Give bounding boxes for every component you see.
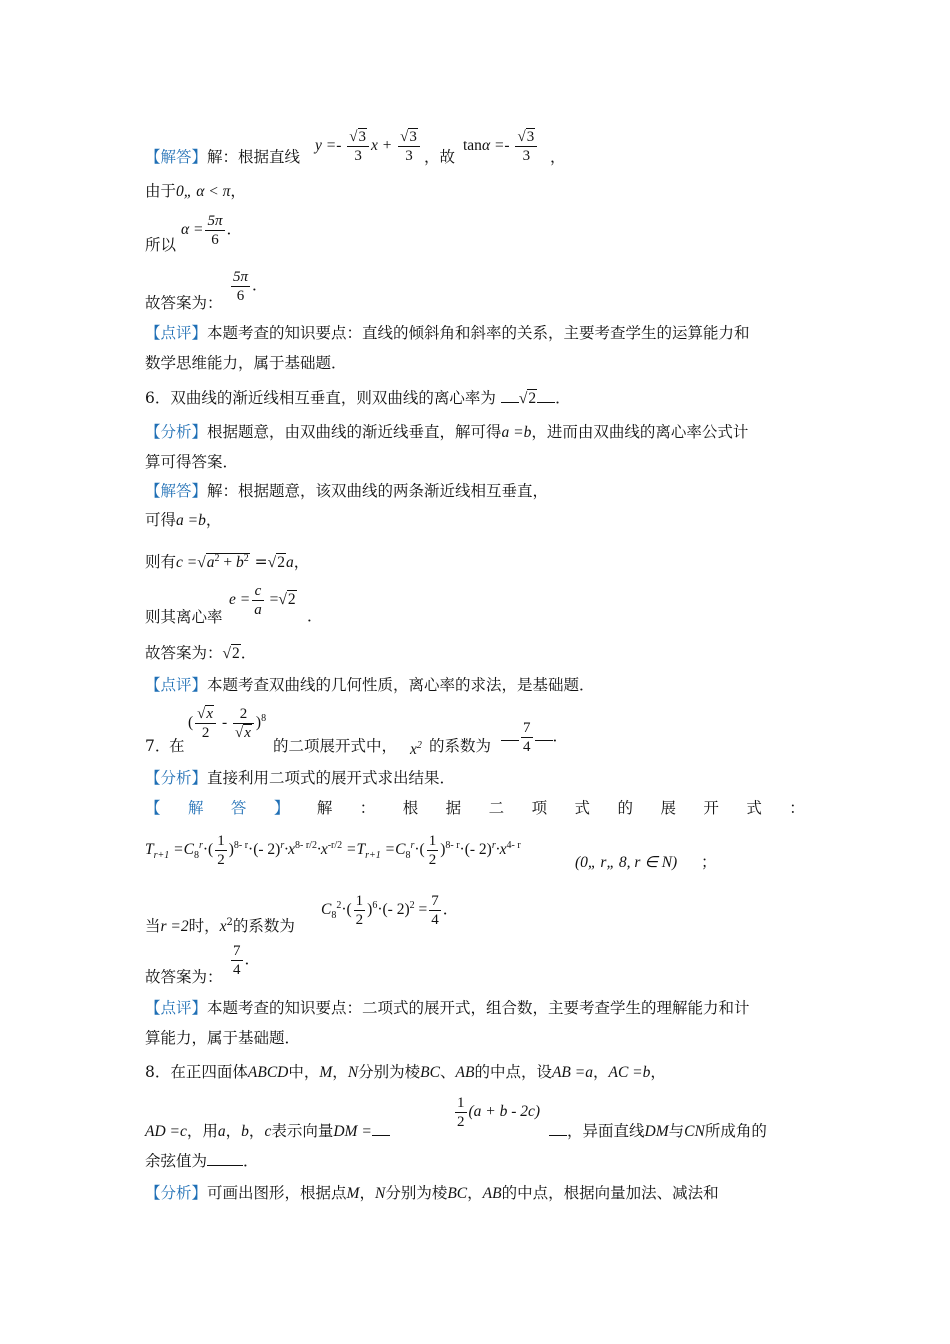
condition-line: 由于0„ α < π，: [145, 182, 246, 200]
analysis-6-line-1: 【分析】根据题意，由双曲线的渐近线垂直，解可得a =b，进而由双曲线的离心率公式计: [145, 423, 749, 441]
solution-line-1: 【解答】解：根据直线 y =- $\frac{√3}{3}$ x + $\frac{√3}{3}$ ，故 tanα =- $\frac{√3}{3}$ ，: [145, 129, 566, 166]
answer-line-5: 故答案为： $\frac{5\pi}{6}$ ．: [145, 269, 268, 312]
so-line: 所以 α = $\frac{5\pi}{6}$ ．: [145, 213, 243, 254]
solution-6-line-5: 故答案为：√2．: [145, 644, 257, 662]
question-6: 6．双曲线的渐近线相互垂直，则双曲线的离心率为 √2 ．: [145, 389, 571, 407]
question-8-line-1: 8．在正四面体ABCD中，M，N分别为棱BC、AB的中点，设AB =a，AC =b，: [145, 1063, 666, 1081]
comment-line-1: 【点评】本题考查的知识要点：直线的倾斜角和斜率的关系，主要考查学生的运算能力和: [145, 324, 750, 342]
comment-7-line-2: 算能力，属于基础题．: [145, 1029, 301, 1047]
solution-7-line-1: 【 解 答 】 解 ： 根 据 二 项 式 的 展 开 式 ：: [145, 799, 805, 817]
comment-7-line-1: 【点评】本题考查的知识要点：二项式的展开式，组合数，主要考查学生的理解能力和计: [145, 999, 750, 1017]
comment-line-2: 数学思维能力，属于基础题．: [145, 354, 347, 372]
solution-6-line-2: 可得a =b，: [145, 511, 222, 529]
solution-6-line-3: 则有$c =√a^2 + b^2 =√2a$，: [145, 553, 310, 572]
analysis-6-line-2: 算可得答案．: [145, 453, 239, 471]
solution-text: 解：根据直线: [207, 148, 301, 166]
solution-tag: 【解答】: [145, 148, 208, 166]
binomial-expression: ( $\frac{√x}{2}$ - $\frac{2}{√x}$ )$^8$: [188, 706, 267, 741]
solution-6-line-1: 【解答】解：根据题意，该双曲线的两条渐近线相互垂直，: [145, 482, 549, 500]
question-8-line-3: 余弦值为 ．: [145, 1152, 259, 1170]
analysis-8: 【分析】可画出图形，根据点M，N分别为棱BC，AB的中点，根据向量加法、减法和: [145, 1184, 719, 1202]
vector-expression: $\frac{1}{2}$ (a + b - 2c): [457, 1095, 541, 1130]
line-equation: y =- $\frac{√3}{3}$ x + $\frac{√3}{3}$: [315, 128, 422, 165]
solution-6-line-4: 则其离心率 e = $\frac{c}{a}$ =√2 ．: [145, 583, 323, 626]
answer-blank[interactable]: [207, 1151, 243, 1166]
comment-6: 【点评】本题考查双曲线的几何性质，离心率的求法，是基础题．: [145, 676, 595, 694]
tan-equation: tanα =- $\frac{√3}{3}$: [463, 128, 539, 165]
analysis-7: 【分析】直接利用二项式的展开式求出结果．: [145, 769, 456, 787]
document-page: 【解答】解：根据直线 y =- $\frac{√3}{3}$ x + $\frac{√3}{3}$ ，故 tanα =- $\frac{√3}{3}$ ， 由于0„ α < π， 所以 α = $\frac{5\pi}{6}$ ． 故答案为： $\frac{5\pi}{6}$ ． 【点评】本题考查的知识要点：直线的倾斜角和斜率的关系，主要考查学生的运算能力和 数学思维能力，属于基础题． 6．双曲线的渐近线相互垂直，则双曲线的离心率为 √2 ． 【分析】根据题意，由双曲线的渐近线垂直，解可得a =b，进而由双曲线的离心率公式计 算可得答案． 【解答】解：根据题意，该双曲线的两条渐近线相互垂直， 可得a =b， 则有$c =√a^2 + b^2 =√2a$， 则其离心率 e = $\frac{c}{a}$ =√2 ． 故答案为：√2． 【点评】本题考查双曲线的几何性质，离心率的求法，是基础题． 7． 在 ( $\frac{√x}{2}$ - $\frac{2}{√x}$ )$^8$ 的二项展开式中， $x^2$ 的系数为 $\frac{7}{4}$ ． 【分析】直接利用二项式的展开式求出结果． 【 解 答 】 解 ： 根 据 二 项 式 的 展 开 式 ： $T_{r+1} =C_8^r\cdot$( $\frac{1}{2}$ )$^{8- r}$·(- $2)^r\cdot x^{8- r/2}\cdot x^{-r/2} =T_{r+1} =C_8^r\cdot$( $\frac{1}{2}$ )$^{8- r}$·(- $2)^r\cdot x^{4- r}$ (0„ r„ 8, r ∈ N) ； 当r =2时，$x^2$的系数为 $C_8^2\cdot$( $\frac{1}{2}$ )$^6$·(- 2)$^2$ = $\frac{7}{4}$ ． 故答案为： $\frac{7}{4}$ ． 【点评】本题考查的知识要点：二项式的展开式，组合数，主要考查学生的理解能力和计 算能力，属于基础题． 8．在正四面体ABCD中，M，N分别为棱BC、AB的中点，设AB =a，AC =b， AD =c，用a，b，c表示向量DM = $\frac{1}{2}$ (a + b - 2c) ，异面直线DM与CN所成角的 余弦值为 ． 【分析】可画出图形，根据点M，N分别为棱BC，AB的中点，根据向量加法、减法和: [0, 0, 950, 1344]
